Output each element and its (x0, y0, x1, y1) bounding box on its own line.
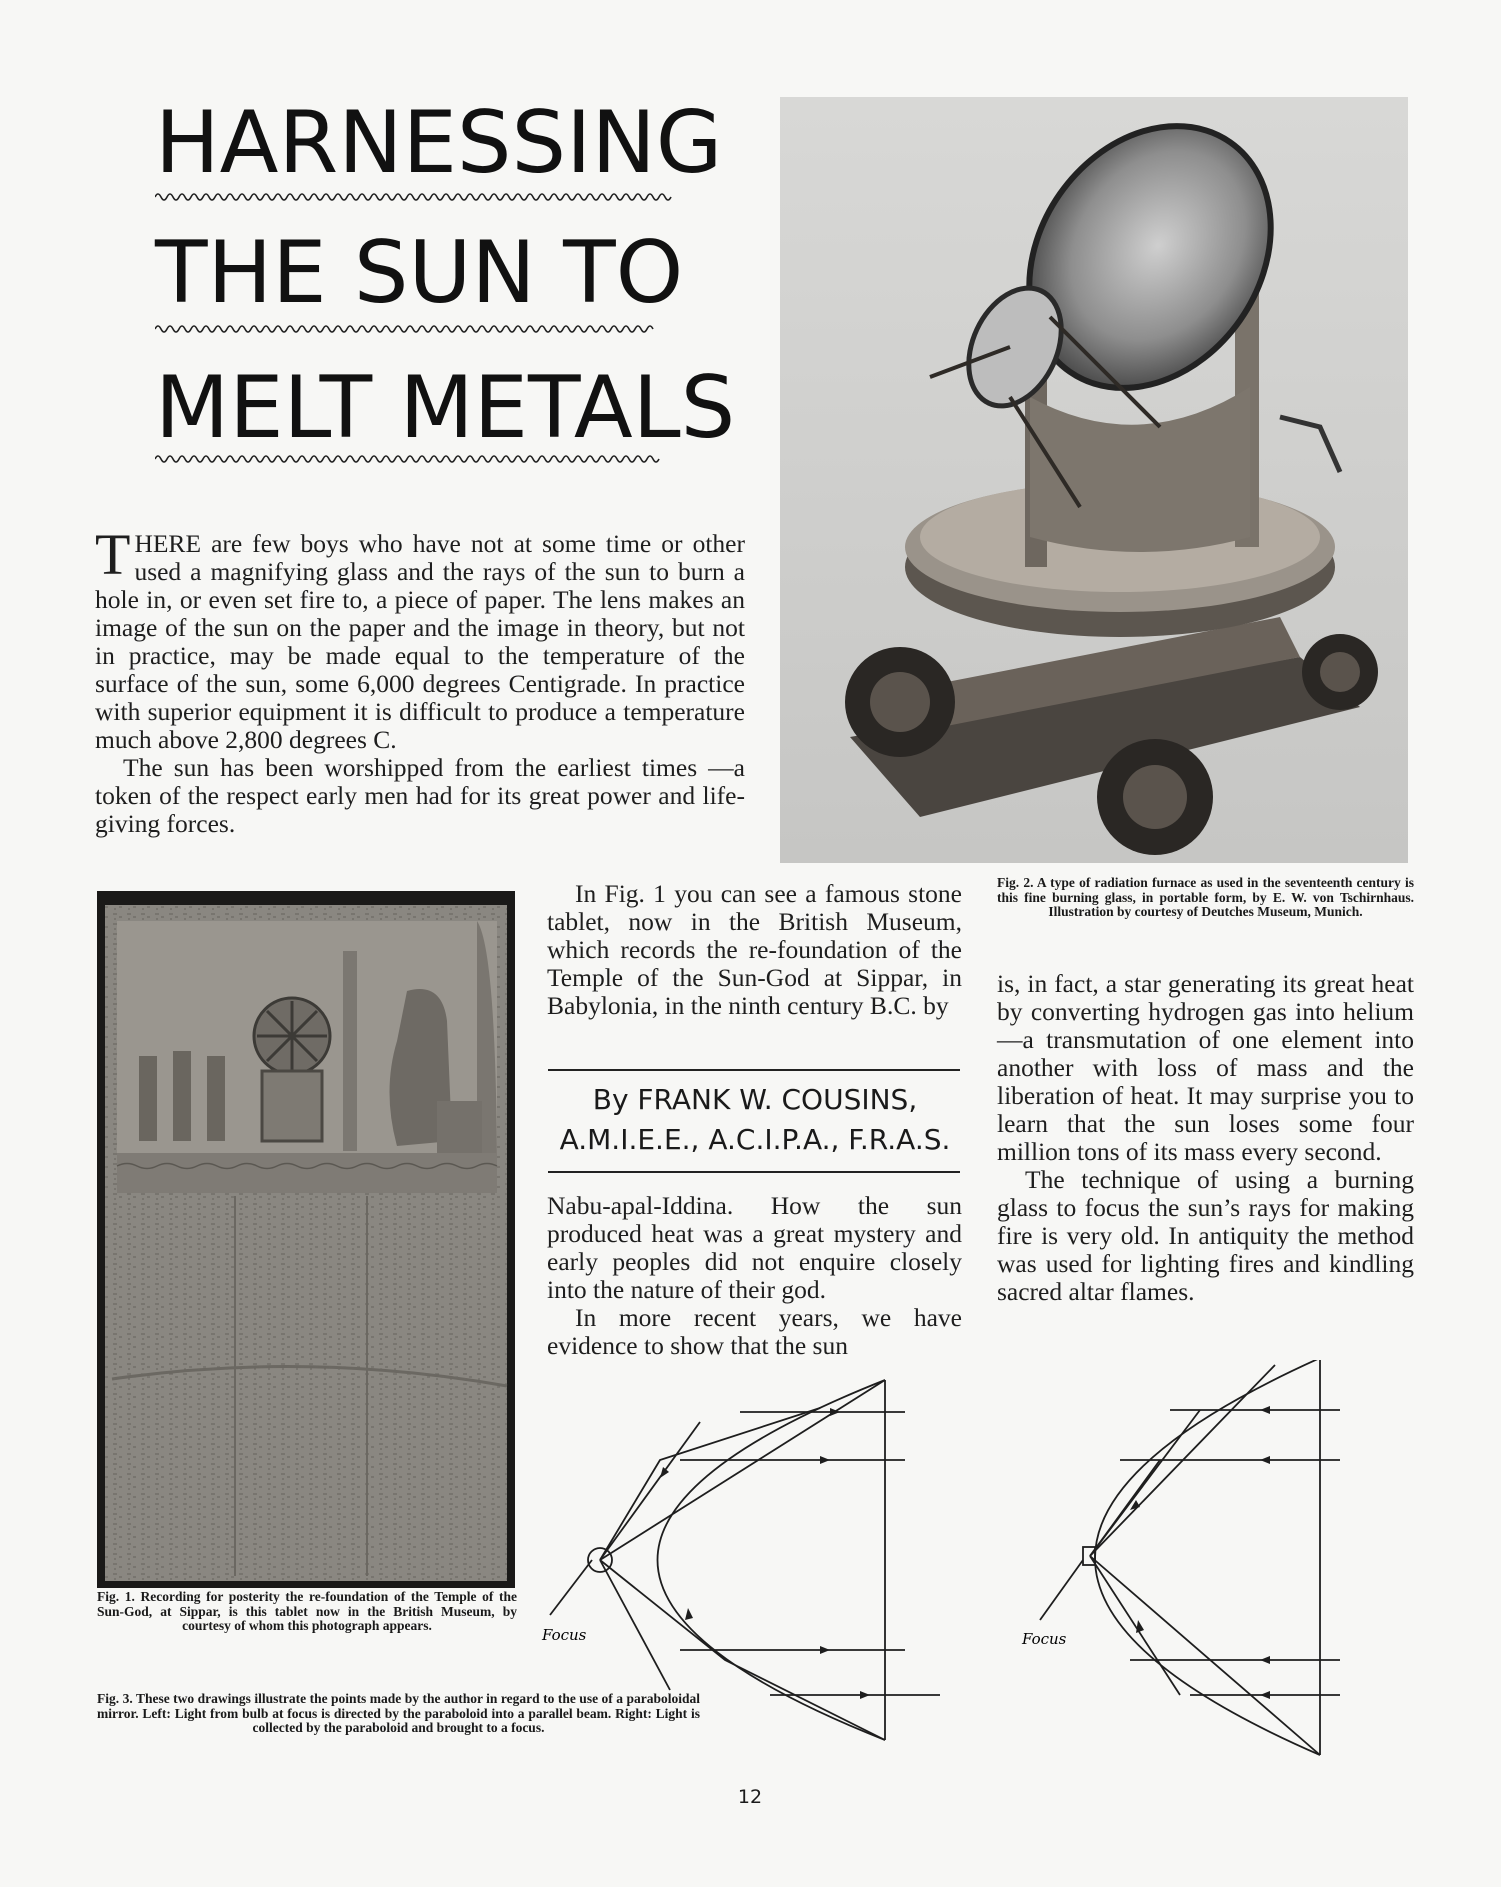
right-paragraph-star: is, in fact, a star generating its great heat by converting hydrogen gas into helium—a transmutation of one element into another with loss of mass and the liberation of heat. It may surprise you to learn that the sun loses some four million tons of its mass every second. (997, 969, 1414, 1166)
title-line-3: MELT METALS (155, 358, 736, 458)
title-line-1: HARNESSING (155, 93, 723, 193)
focus-label-right: Focus (1022, 1630, 1067, 1648)
byline-rule-bottom (548, 1171, 960, 1173)
middle-paragraph-nabu: Nabu-apal-Iddina. How the sun produced heat was a great mystery and early peoples did not enquire closely into the nature of their god. (547, 1191, 962, 1304)
fig1-tablet-photo (97, 891, 515, 1588)
right-paragraph-glass: The technique of using a burning glass to focus the sun’s rays for making fire is very old. In antiquity the method was used for lighting fires and kindling sacred altar flames. (997, 1165, 1414, 1306)
byline-name: By FRANK W. COUSINS, (592, 1083, 918, 1116)
drop-cap: T (95, 522, 131, 587)
byline-credentials: A.M.I.E.E., A.C.I.P.A., F.R.A.S. (559, 1123, 951, 1156)
right-paraboloid-diagram (1040, 1360, 1340, 1755)
byline (540, 1080, 970, 1160)
middle-paragraph-recent: In more recent years, we have evidence to show that the sun (547, 1303, 962, 1360)
byline-rule-top (548, 1069, 960, 1071)
focus-label-left: Focus (542, 1626, 587, 1644)
fig1-caption: Fig. 1. Recording for posterity the re-foundation of the Temple of the Sun-God, at Sippar, is this tablet now in the British Museum, by courtesy of whom this photograph appears. (97, 1589, 517, 1633)
right-column (997, 970, 1414, 1306)
intro-paragraph-1: HERE are few boys who have not at some time or other used a magnifying glass and the rays of the sun to burn a hole in, or even set fire to, a piece of paper. The lens makes an image of the sun on the paper and the image in theory, but not in practice, may be made equal to the temperature of the surface of the sun, some 6,000 degrees Centigrade. In practice with superior equipment it is difficult to produce a temperature much above 2,800 degrees C. (95, 529, 745, 754)
middle-column-bottom (547, 1192, 962, 1360)
title-line-2: THE SUN TO (155, 223, 684, 323)
intro-text (95, 522, 745, 838)
fig2-furnace-photo (780, 97, 1408, 863)
page-number: 12 (737, 1786, 763, 1808)
intro-paragraph-2: The sun has been worshipped from the earliest times —a token of the respect early men had for its great power and life-giving forces. (95, 753, 745, 838)
title-wavy-rule-1 (155, 190, 683, 204)
fig3-caption: Fig. 3. These two drawings illustrate the points made by the author in regard to the use of a paraboloidal mirror. Left: Light from bulb at focus is directed by the paraboloid into a parallel beam. Right: Light is collected by the paraboloid and brought to a focus. (97, 1691, 700, 1735)
title-wavy-rule-3 (155, 452, 683, 466)
middle-column-top (547, 880, 962, 1020)
title-wavy-rule-2 (155, 322, 683, 336)
fig2-caption: Fig. 2. A type of radiation furnace as used in the seventeenth century is this fine burning glass, in portable form, by E. W. von Tschirnhaus. Illustration by courtesy of Deutches Museum, Munich. (997, 875, 1414, 919)
left-paraboloid-diagram (550, 1380, 940, 1740)
middle-paragraph-fig1: In Fig. 1 you can see a famous stone tablet, now in the British Museum, which records the re-foundation of the Temple of the Sun-God at Sippar, in Babylonia, in the ninth century B.C. by (547, 879, 962, 1020)
